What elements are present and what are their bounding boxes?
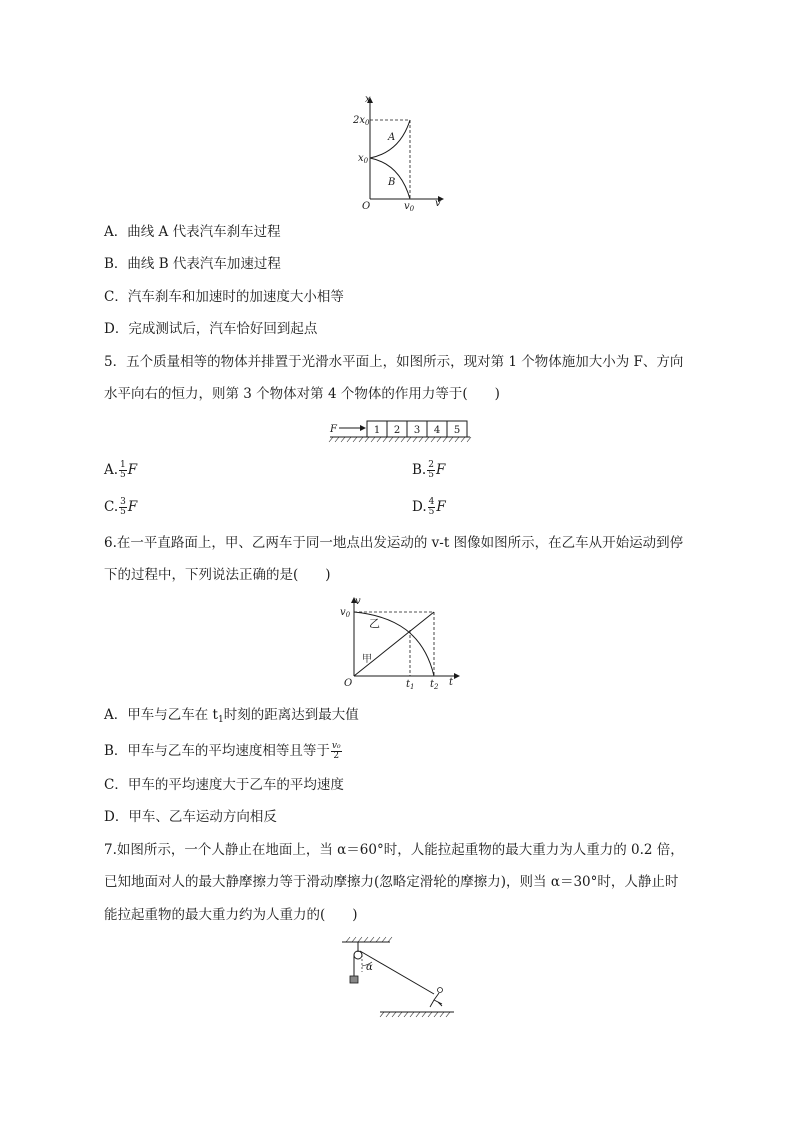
tick-t2: $t_2$ bbox=[430, 679, 439, 691]
curve-b-label: B bbox=[388, 177, 396, 188]
q5-option-a: A. $\frac{1}{5}$ F bbox=[104, 460, 138, 480]
t-axis-label: t bbox=[449, 677, 454, 688]
q4-option-b: B．曲线 B 代表汽车加速过程 bbox=[104, 256, 281, 272]
q6-option-c: C．甲车的平均速度大于乙车的平均速度 bbox=[104, 777, 344, 793]
q5-stem-line2: 水平向右的恒力，则第 3 个物体对第 4 个物体的作用力等于( ) bbox=[104, 386, 500, 402]
q5-stem-line1: 5．五个质量相等的物体并排置于光滑水平面上，如图所示，现对第 1 个物体施加大小为 F、方向 bbox=[104, 354, 684, 370]
q7-stem-line2: 已知地面对人的最大静摩擦力等于滑动摩擦力(忽略定滑轮的摩擦力)，则当 α＝30°时，人静止时 bbox=[104, 874, 679, 890]
block-2: 2 bbox=[393, 425, 401, 436]
q6-stem-line2: 下的过程中，下列说法正确的是( ) bbox=[104, 567, 331, 583]
block-1: 1 bbox=[373, 425, 381, 436]
tick-t1: $t_1$ bbox=[406, 679, 415, 691]
q7-stem-line3: 能拉起重物的最大重力约为人重力的( ) bbox=[104, 907, 358, 923]
tick-x0: $x_0$ bbox=[358, 153, 369, 165]
q4-option-d: D．完成测试后，汽车恰好回到起点 bbox=[104, 321, 318, 337]
origin-label: O bbox=[344, 678, 353, 689]
q5-option-c: C. $\frac{3}{5}$ F bbox=[104, 497, 138, 517]
q4-option-a: A．曲线 A 代表汽车刹车过程 bbox=[104, 224, 281, 240]
block-4: 4 bbox=[433, 425, 441, 436]
tick-2x0: $2x_0$ bbox=[353, 115, 370, 127]
tick-v0: $v_0$ bbox=[340, 607, 351, 619]
x-axis-label: v bbox=[435, 198, 441, 209]
q4-option-c: C．汽车刹车和加速时的加速度大小相等 bbox=[104, 289, 344, 305]
q6-option-a: A．甲车与乙车在 $t_1$时刻的距离达到最大值 bbox=[104, 707, 359, 725]
q5-option-d: D. $\frac{4}{5}$ F bbox=[412, 497, 446, 517]
q6-option-d: D．甲车、乙车运动方向相反 bbox=[104, 809, 277, 825]
blocks-figure bbox=[325, 418, 475, 444]
v-axis-label: v bbox=[355, 596, 361, 607]
force-label: F bbox=[330, 424, 337, 435]
curve-a-label: A bbox=[388, 132, 396, 143]
tick-v0: $v_0$ bbox=[404, 201, 415, 212]
angle-alpha-label: α bbox=[366, 962, 373, 973]
y-axis-label: x bbox=[365, 94, 371, 105]
origin-label: O bbox=[362, 201, 371, 212]
line-jia-label: 甲 bbox=[362, 654, 372, 665]
curve-yi-label: 乙 bbox=[369, 617, 380, 630]
q6-option-b: B．甲车与乙车的平均速度相等且等于 $\frac{\text{v₀}}{2}$ bbox=[104, 741, 341, 761]
q7-stem-line1: 7.如图所示，一个人静止在地面上，当 α＝60°时，人能拉起重物的最大重力为人重力的 0.2 倍， bbox=[104, 842, 684, 858]
block-5: 5 bbox=[453, 425, 461, 436]
x-v-graph bbox=[350, 92, 450, 212]
q5-option-b: B. $\frac{2}{5}$ F bbox=[412, 460, 446, 480]
q6-stem-line1: 6.在一平直路面上，甲、乙两车于同一地点出发运动的 v-t 图像如图所示，在乙车从开始运动到停 bbox=[104, 535, 684, 551]
v-t-graph bbox=[336, 594, 466, 692]
pulley-figure bbox=[338, 936, 458, 1018]
block-3: 3 bbox=[413, 425, 421, 436]
